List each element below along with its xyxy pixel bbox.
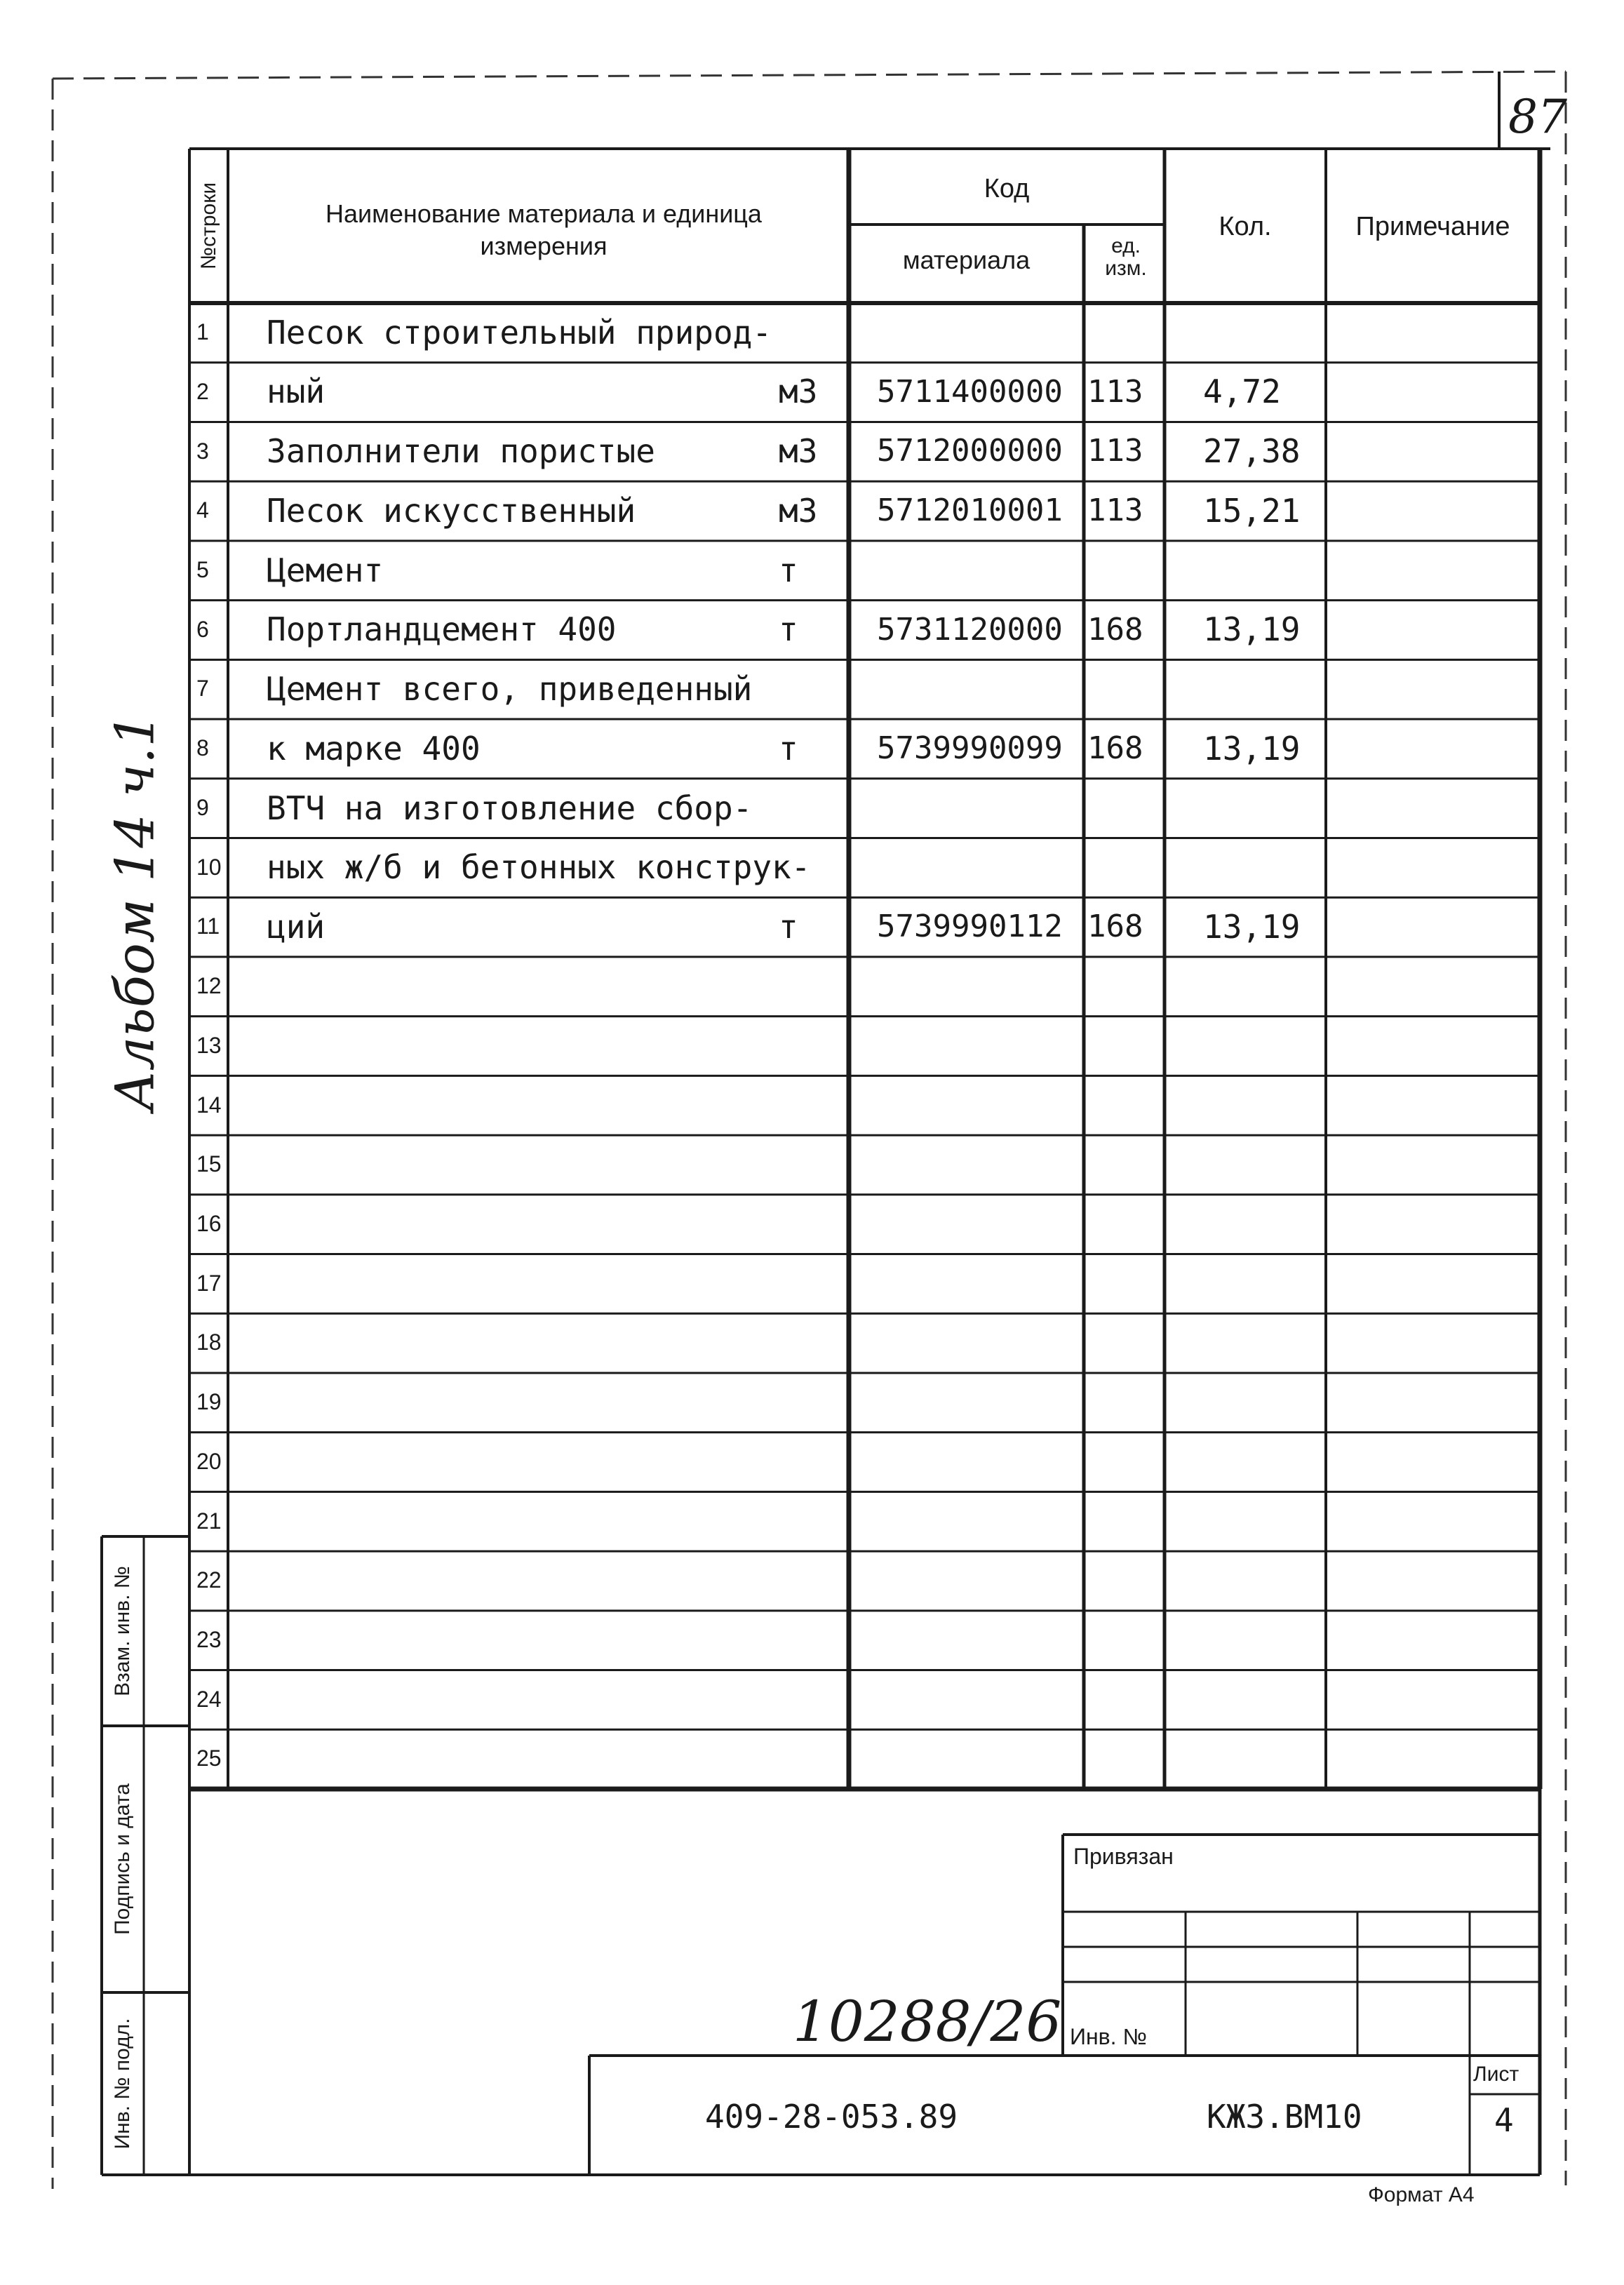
row-number-cell: 7 [196, 676, 209, 702]
sheet-label: Лист [1473, 2063, 1519, 2086]
material-code-cell: 5712000000 [877, 433, 1063, 469]
row-number-cell: 8 [196, 735, 209, 761]
row-number-cell: 3 [196, 438, 209, 464]
row-number-cell: 6 [196, 616, 209, 642]
name-cell: ВТЧ на изготовление сбор- [267, 789, 753, 827]
unit-code-cell: 168 [1087, 909, 1143, 945]
unit-cell: т [779, 729, 798, 768]
name-cell: ный [267, 373, 326, 411]
row-number-cell: 20 [196, 1448, 222, 1474]
handwritten-number: 10288/26 [793, 1989, 1062, 2054]
name-cell: Портландцемент 400 [267, 610, 617, 649]
unit-code-cell: 113 [1087, 373, 1143, 410]
row-number-cell: 23 [196, 1627, 222, 1652]
sheet-value: 4 [1494, 2101, 1514, 2139]
row-number-cell: 5 [196, 557, 209, 583]
unit-cell: т [779, 610, 798, 649]
row-number-cell: 2 [196, 378, 209, 404]
privyazan-label: Привязан [1073, 1844, 1174, 1869]
unit-code-cell: 113 [1087, 433, 1143, 469]
header-code-material: материала [902, 246, 1031, 274]
row-number-cell: 22 [196, 1567, 222, 1593]
material-code-cell: 5731120000 [877, 611, 1063, 648]
row-number-cell: 1 [196, 319, 209, 345]
header-note: Примечание [1355, 212, 1510, 241]
unit-cell: м3 [779, 491, 818, 530]
name-cell: ций [267, 907, 326, 946]
row-number-cell: 21 [196, 1508, 222, 1534]
row-number-cell: 10 [196, 854, 222, 880]
album-note: Альбом 14 ч.1 [103, 713, 166, 1111]
quantity-cell: 15,21 [1203, 491, 1301, 530]
row-number-cell: 9 [196, 794, 209, 820]
name-cell: Цемент [267, 551, 384, 589]
name-cell: Песок искусственный [267, 491, 636, 530]
quantity-cell: 27,38 [1203, 432, 1301, 471]
material-code-cell: 5712010001 [877, 492, 1063, 529]
page-number: 87 [1508, 90, 1567, 144]
unit-cell: т [779, 907, 798, 946]
row-number-cell: 16 [196, 1210, 222, 1236]
header-row-number: №строки [197, 182, 220, 270]
header-quantity: Кол. [1219, 212, 1272, 241]
row-number-cell: 14 [196, 1092, 222, 1118]
unit-code-cell: 168 [1087, 611, 1143, 648]
row-number-cell: 25 [196, 1745, 222, 1771]
row-number-cell: 24 [196, 1686, 222, 1712]
name-cell: Песок строительный природ- [267, 313, 772, 351]
format-label: Формат А4 [1368, 2183, 1475, 2206]
inv-no-label: Инв. № [1070, 2024, 1147, 2049]
header-name: Наименование материала и единица измерения [326, 199, 762, 260]
row-number-cell: 12 [196, 973, 222, 999]
header-code-unit: ед. изм. [1105, 234, 1147, 280]
row-number-cell: 18 [196, 1329, 222, 1355]
row-number-cell: 11 [196, 913, 220, 939]
quantity-cell: 13,19 [1203, 907, 1301, 946]
material-code-cell: 5711400000 [877, 373, 1063, 410]
material-code-cell: 5739990099 [877, 730, 1063, 766]
stamp-podpis-data: Подпись и дата [111, 1783, 134, 1935]
unit-code-cell: 113 [1087, 492, 1143, 529]
row-number-cell: 19 [196, 1389, 222, 1415]
unit-code-cell: 168 [1087, 730, 1143, 766]
material-code-cell: 5739990112 [877, 909, 1063, 945]
quantity-cell: 13,19 [1203, 610, 1301, 649]
row-number-cell: 13 [196, 1032, 222, 1058]
doc-code: КЖЗ.ВМ10 [1207, 2098, 1362, 2136]
row-number-cell: 17 [196, 1270, 222, 1296]
header-code: Код [984, 174, 1030, 203]
name-cell: ных ж/б и бетонных конструк- [267, 848, 811, 887]
quantity-cell: 13,19 [1203, 729, 1301, 768]
unit-cell: м3 [779, 432, 818, 471]
quantity-cell: 4,72 [1203, 373, 1281, 411]
row-number-cell: 15 [196, 1151, 222, 1177]
unit-cell: м3 [779, 373, 818, 411]
stamp-inv-podl: Инв. № подл. [111, 2018, 134, 2150]
row-number-cell: 4 [196, 497, 209, 523]
stamp-vzam-inv: Взам. инв. № [111, 1566, 134, 1696]
name-cell: Цемент всего, приведенный [267, 670, 753, 709]
doc-number: 409-28-053.89 [705, 2098, 958, 2136]
unit-cell: т [779, 551, 798, 589]
name-cell: Заполнители пористые [267, 432, 655, 471]
name-cell: к марке 400 [267, 729, 481, 768]
